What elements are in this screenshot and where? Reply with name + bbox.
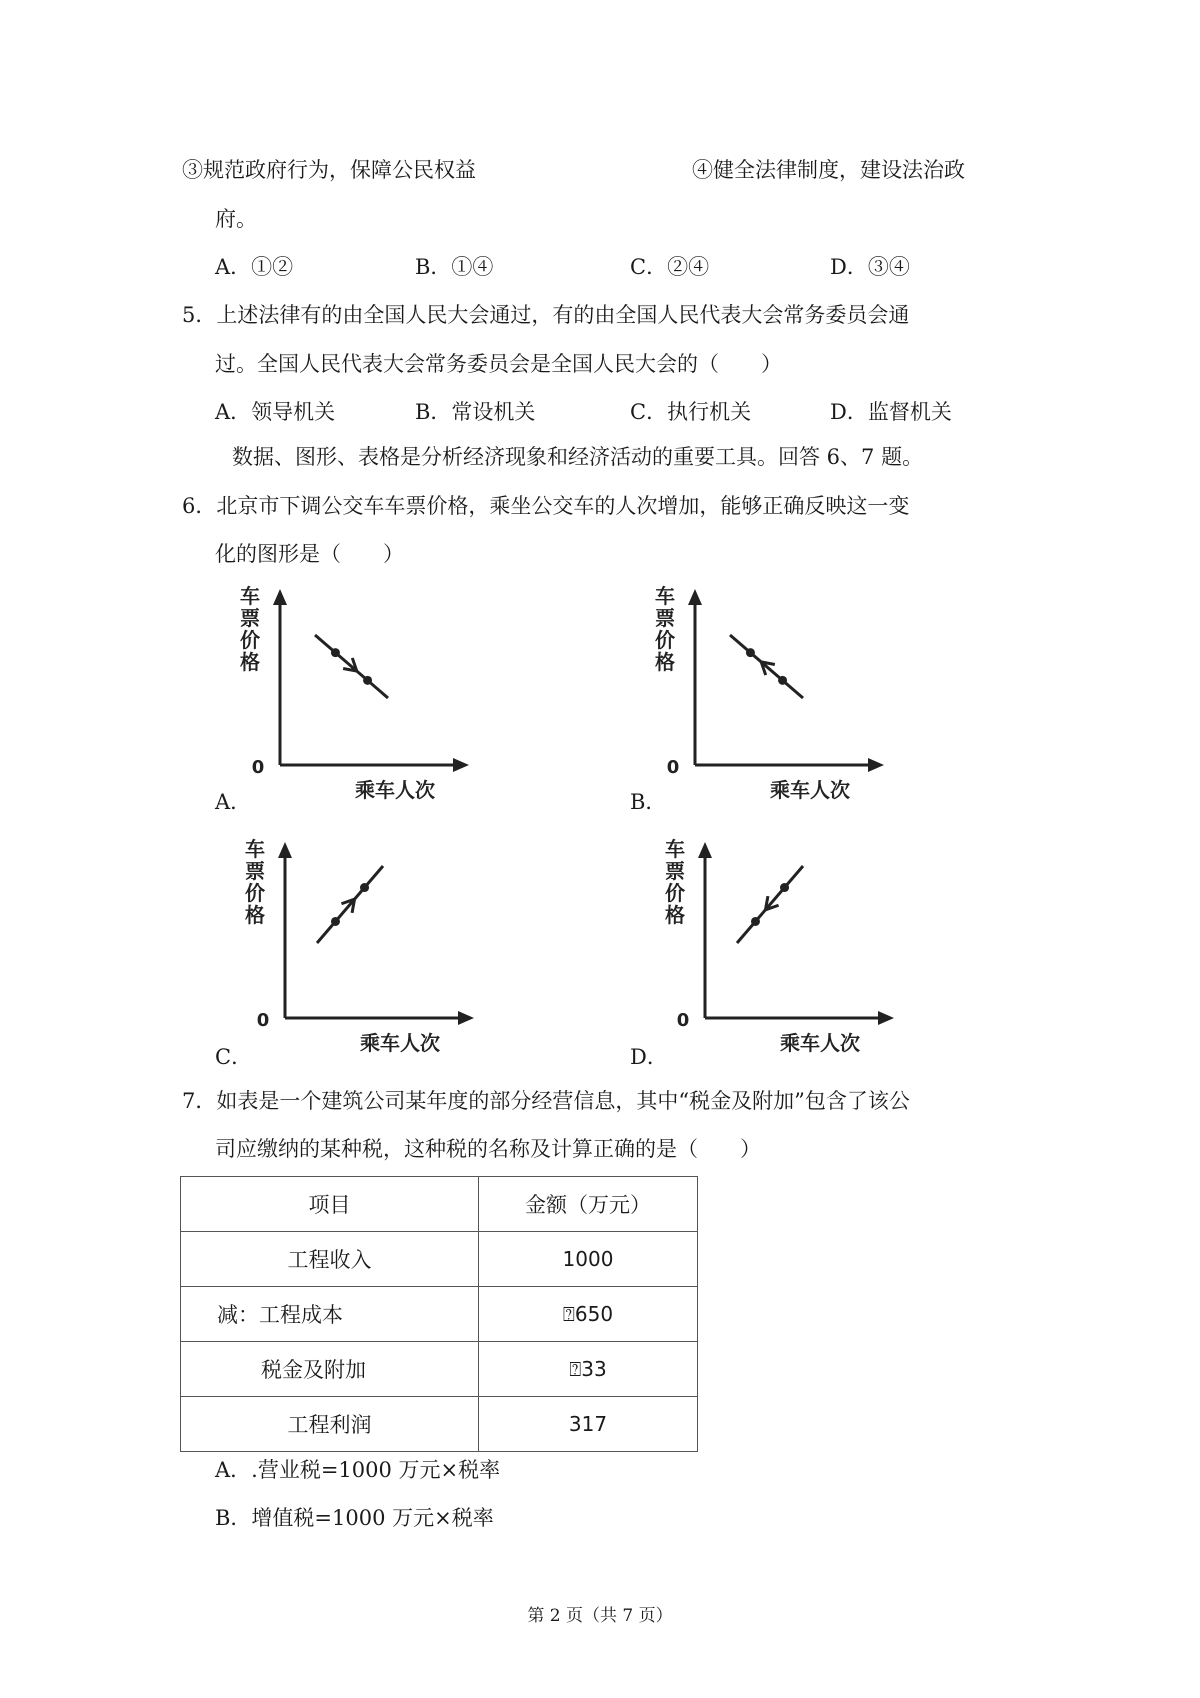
y-axis-arrowhead [688, 589, 702, 605]
y-axis-label-char: 票 [240, 606, 260, 630]
table-row [181, 1397, 698, 1452]
q5-stem-line2: 过。全国人民代表大会常务委员会是全国人民大会的（ ） [215, 352, 782, 376]
q4-choice-a: A．①② [215, 255, 294, 279]
table-cell: ⍰650 [479, 1287, 698, 1342]
y-axis-label-char: 车 [655, 584, 675, 608]
graph-a-svg [240, 585, 480, 810]
table-header-cell: 项目 [181, 1177, 479, 1232]
x-axis-label: 乘车人次 [770, 778, 850, 802]
data-point [363, 676, 372, 685]
x-axis-label: 乘车人次 [360, 1031, 440, 1055]
graph-c-svg [245, 838, 485, 1063]
q4-option-4-cont: 府。 [215, 207, 257, 231]
origin-label: 0 [256, 1010, 270, 1031]
q7-stem-line1: 7．如表是一个建筑公司某年度的部分经营信息，其中“税金及附加”包含了该公 [182, 1089, 910, 1113]
x-axis-arrowhead [458, 1011, 474, 1025]
table-cell: ⍰33 [479, 1342, 698, 1397]
graph-b-letter: B． [630, 790, 667, 814]
data-point [751, 917, 760, 926]
q4-option-4: ④健全法律制度，建设法治政 [692, 158, 965, 182]
x-axis-label: 乘车人次 [355, 778, 435, 802]
y-axis-label-char: 车 [240, 584, 260, 608]
table-cell: 1000 [479, 1232, 698, 1287]
y-axis-arrowhead [698, 842, 712, 858]
q4-option-3: ③规范政府行为，保障公民权益 [182, 158, 476, 182]
q6-7-intro: 数据、图形、表格是分析经济现象和经济活动的重要工具。回答 6、7 题。 [232, 445, 924, 469]
graph-a [240, 585, 480, 814]
table-header-row [181, 1177, 698, 1232]
relationship-line [317, 866, 383, 943]
graph-c [245, 838, 485, 1067]
table-cell: 317 [479, 1397, 698, 1452]
y-axis-label-char: 价 [240, 628, 260, 652]
q7-stem-line2: 司应缴纳的某种税，这种税的名称及计算正确的是（ ） [215, 1137, 761, 1161]
y-axis-label-char: 价 [655, 628, 675, 652]
y-axis-label-char: 车 [245, 837, 265, 861]
y-axis-label-char: 票 [655, 606, 675, 630]
x-axis-arrowhead [868, 758, 884, 772]
q6-stem-line2: 化的图形是（ ） [215, 542, 404, 566]
table-row [181, 1232, 698, 1287]
q4-choice-c: C．②④ [630, 255, 710, 279]
q7-choice-b: B．增值税=1000 万元×税率 [215, 1506, 494, 1530]
q5-stem-line1: 5．上述法律有的由全国人民大会通过，有的由全国人民代表大会常务委员会通 [182, 303, 910, 327]
graph-b-svg [655, 585, 895, 810]
relationship-line [737, 866, 803, 943]
q6-stem-line1: 6．北京市下调公交车车票价格，乘坐公交车的人次增加，能够正确反映这一变 [182, 494, 910, 518]
relationship-line [315, 635, 388, 698]
q5-choice-b: B．常设机关 [415, 400, 536, 424]
q5-choice-a: A．领导机关 [215, 400, 336, 424]
q5-choice-d: D．监督机关 [830, 400, 952, 424]
graph-d-svg [665, 838, 905, 1063]
business-info-table [180, 1176, 698, 1452]
data-point [778, 676, 787, 685]
y-axis-label-char: 车 [665, 837, 685, 861]
origin-label: 0 [666, 757, 680, 778]
y-axis-label-char: 格 [665, 903, 685, 927]
data-point [746, 648, 755, 657]
y-axis-label-char: 票 [245, 859, 265, 883]
y-axis-label-char: 价 [245, 881, 265, 905]
table-cell: 工程利润 [181, 1397, 479, 1452]
q5-choice-c: C．执行机关 [630, 400, 752, 424]
page-footer: 第 2 页（共 7 页） [527, 1606, 673, 1626]
y-axis-arrowhead [273, 589, 287, 605]
table-header-cell: 金额（万元） [479, 1177, 698, 1232]
origin-label: 0 [676, 1010, 690, 1031]
x-axis-arrowhead [453, 758, 469, 772]
relationship-line [730, 635, 803, 698]
q4-choice-d: D．③④ [830, 255, 910, 279]
y-axis-label-char: 价 [665, 881, 685, 905]
q4-choice-b: B．①④ [415, 255, 494, 279]
y-axis-label-char: 票 [665, 859, 685, 883]
q7-choice-a: A．.营业税=1000 万元×税率 [215, 1458, 501, 1482]
table-cell: 工程收入 [181, 1232, 479, 1287]
y-axis-label-char: 格 [240, 650, 260, 674]
data-point [331, 917, 340, 926]
graph-b [655, 585, 895, 814]
graph-c-letter: C． [215, 1045, 253, 1069]
table-row [181, 1287, 698, 1342]
graph-d-letter: D． [630, 1045, 668, 1069]
data-point [780, 883, 789, 892]
graph-a-letter: A． [215, 790, 252, 814]
data-point [360, 883, 369, 892]
graph-d [665, 838, 905, 1067]
table-cell: 减：工程成本 [181, 1287, 479, 1342]
x-axis-arrowhead [878, 1011, 894, 1025]
y-axis-arrowhead [278, 842, 292, 858]
y-axis-label-char: 格 [655, 650, 675, 674]
table-cell: 税金及附加 [181, 1342, 479, 1397]
y-axis-label-char: 格 [245, 903, 265, 927]
origin-label: 0 [251, 757, 265, 778]
data-point [331, 648, 340, 657]
table-row [181, 1342, 698, 1397]
x-axis-label: 乘车人次 [780, 1031, 860, 1055]
